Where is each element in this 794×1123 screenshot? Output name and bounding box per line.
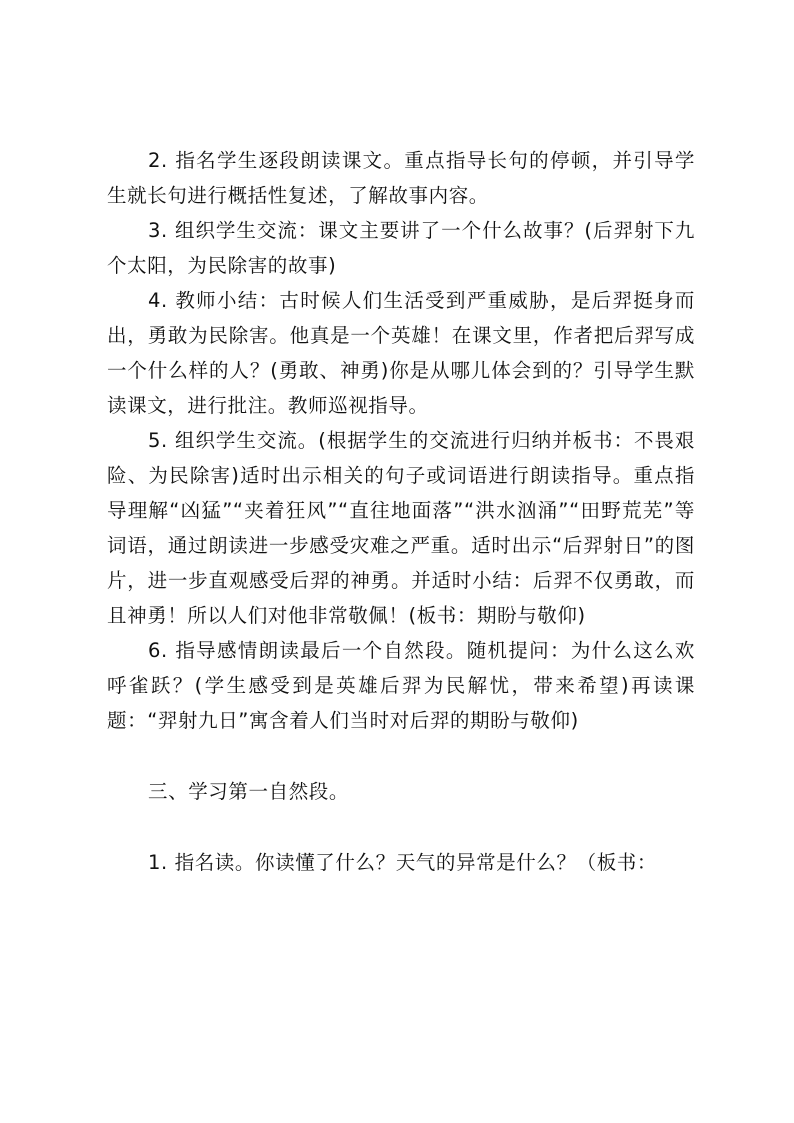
blank-line [107,738,695,774]
paragraph-section3-1: 1. 指名读。你读懂了什么？天气的异常是什么？（板书： [148,851,658,874]
paragraph-4: 4. 教师小结：古时候人们生活受到严重威胁，是后羿挺身而出，勇敢为民除害。他真是一个英雄！在课文里，作者把后羿写成一个什么样的人？(勇敢、神勇)你是从哪儿体会到的？引导学生默读课文，进行批注。教师巡视指导。 [107,289,695,417]
section-heading: 三、学习第一自然段。 [148,780,350,803]
blank-line [107,809,695,845]
paragraph-3: 3. 组织学生交流：课文主要讲了一个什么故事？(后羿射下九个太阳，为民除害的故事) [107,219,695,277]
document-body [107,143,695,880]
paragraph-2: 2. 指名学生逐段朗读课文。重点指导长句的停顿，并引导学生就长句进行概括性复述，了解故事内容。 [107,149,695,207]
paragraph-5: 5. 组织学生交流。(根据学生的交流进行归纳并板书：不畏艰险、为民除害)适时出示相关的句子或词语进行朗读指导。重点指导理解“凶猛”“夹着狂风”“直往地面落”“洪水汹涌”“田野荒芜”等词语，通过朗读进一步感受灾难之严重。适时出示“后羿射日”的图片，进一步直观感受后羿的神勇。并适时小结：后羿不仅勇敢，而且神勇！所以人们对他非常敬佩！(板书：期盼与敬仰) [107,429,695,627]
paragraph-6: 6. 指导感情朗读最后一个自然段。随机提问：为什么这么欢呼雀跃？(学生感受到是英雄后羿为民解忧，带来希望)再读课题：“羿射九日”寓含着人们当时对后羿的期盼与敬仰) [107,639,695,732]
